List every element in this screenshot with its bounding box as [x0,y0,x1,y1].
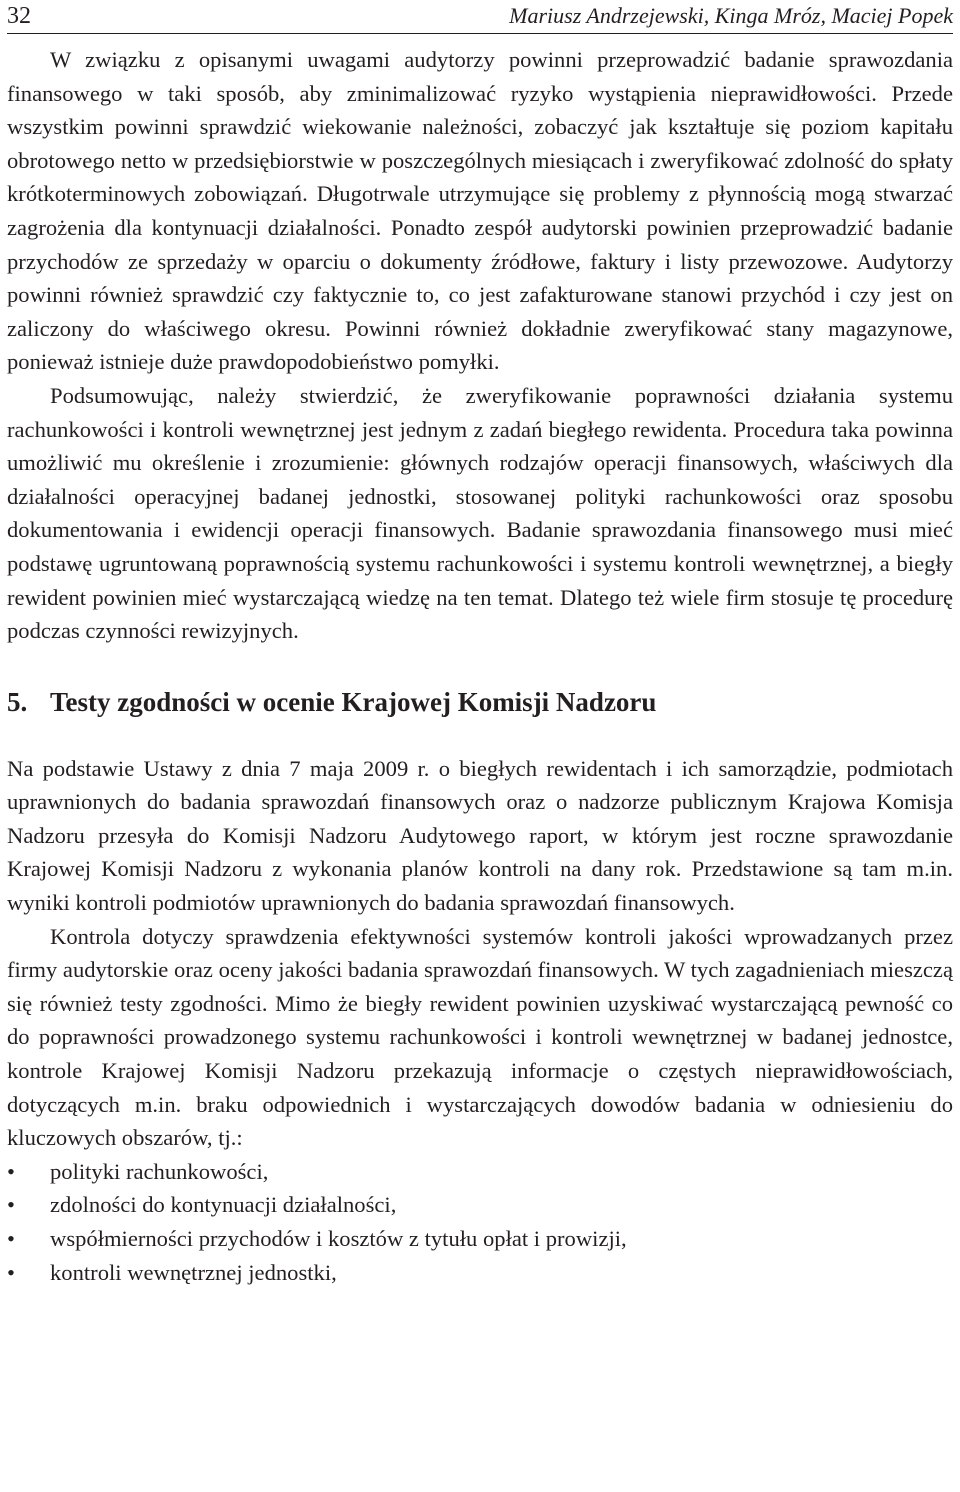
list-item [7,1222,953,1256]
list-item-text: zdolności do kontynuacji działalności, [50,1192,397,1218]
list-item-text: polityki rachunkowości, [50,1158,269,1184]
list-item [7,1256,953,1290]
list-item-text: kontroli wewnętrznej jednostki, [50,1259,337,1285]
paragraph-legal-basis: Na podstawie Ustawy z dnia 7 maja 2009 r. o biegłych rewidentach i ich samorządzie, podmiotach uprawnionych do badania sprawozdań finansowych oraz o nadzorze publicznym Krajowa Komisja Nadzoru przesyła do Komisji Nadzoru Audytowego raport, w którym jest roczne sprawozdanie Krajowej Komisji Nadzoru z wykonania planów kontroli na dany rok. Przedstawione są tam m.in. wyniki kontroli podmiotów uprawnionych do badania sprawozdań finansowych. [7,755,953,916]
document-page [7,0,953,1289]
key-areas-list [7,1155,953,1289]
list-item [7,1155,953,1189]
header-authors: Mariusz Andrzejewski, Kinga Mróz, Maciej Popek [509,3,953,28]
page-number: 32 [7,3,31,29]
list-item-text: współmierności przychodów i kosztów z tytułu opłat i prowizji, [50,1226,627,1251]
paragraph-summary: Podsumowując, należy stwierdzić, że zweryfikowanie poprawności działania systemu rachunkowości i kontroli wewnętrznej jest jednym z zadań biegłego rewidenta. Procedura taka powinna umożliwić mu określenie i zrozumienie: głównych rodzajów operacji finansowych, właściwych dla działalności operacyjnej badanej jednostki, stosowanej polityki rachunkowości oraz sposobu dokumentowania i ewidencji operacji finansowych. Badanie sprawozdania finansowego musi mieć podstawę ugruntowaną poprawnością systemu rachunkowości i systemu kontroli wewnętrznej, a biegły rewident powinien mieć wystarczającą wiedzę na ten temat. Dlatego też wiele firm stosuje tę procedurę podczas czynności rewizyjnych. [7,382,953,644]
paragraph-control-scope: Kontrola dotyczy sprawdzenia efektywności systemów kontroli jakości wprowadzanych przez firmy audytorskie oraz oceny jakości badania sprawozdań finansowych. W tych zagadnieniach mieszczą się również testy zgodności. Mimo że biegły rewident powinien uzyskiwać wystarczającą pewność co do poprawności prowadzonego systemu rachunkowości i kontroli wewnętrznej w badanej jednostce, kontrole Krajowej Komisji Nadzoru przekazują informacje o częstych nieprawidłowościach, dotyczących m.in. braku odpowiednich i wystarczających dowodów badania w odniesieniu do kluczowych obszarów, tj.: [7,923,953,1151]
section-title: Testy zgodności w ocenie Krajowej Komisji Nadzoru [50,686,657,717]
body-text [7,43,953,1289]
bullet-icon: • [7,1259,15,1285]
bullet-icon: • [7,1158,15,1184]
running-header [7,0,953,34]
list-item [7,1188,953,1222]
paragraph-audit-risk: W związku z opisanymi uwagami audytorzy powinni przeprowadzić badanie sprawozdania finansowego w taki sposób, aby zminimalizować ryzyko wystąpienia nieprawidłowości. Przede wszystkim powinni sprawdzić wiekowanie należności, zobaczyć jak kształtuje się poziom kapitału obrotowego netto w przedsiębiorstwie w poszczególnych miesiącach i zweryfikować zdolność do spłaty krótkoterminowych zobowiązań. Długotrwale utrzymujące się problemy z płynnością mogą stwarzać zagrożenia dla kontynuacji działalności. Ponadto zespół audytorski powinien przeprowadzić badanie przychodów ze sprzedaży w oparciu o dokumenty źródłowe, faktury i listy przewozowe. Audytorzy powinni również sprawdzić czy faktycznie to, co jest zafakturowane stanowi przychód i czy jest on zaliczony do właściwego okresu. Powinni również dokładnie zweryfikować stany magazynowe, ponieważ istnieje duże prawdopodobieństwo pomyłki. [7,47,953,375]
bullet-icon: • [7,1226,15,1251]
section-number: 5. [7,686,28,717]
bullet-icon: • [7,1192,15,1218]
section-heading [7,685,953,719]
